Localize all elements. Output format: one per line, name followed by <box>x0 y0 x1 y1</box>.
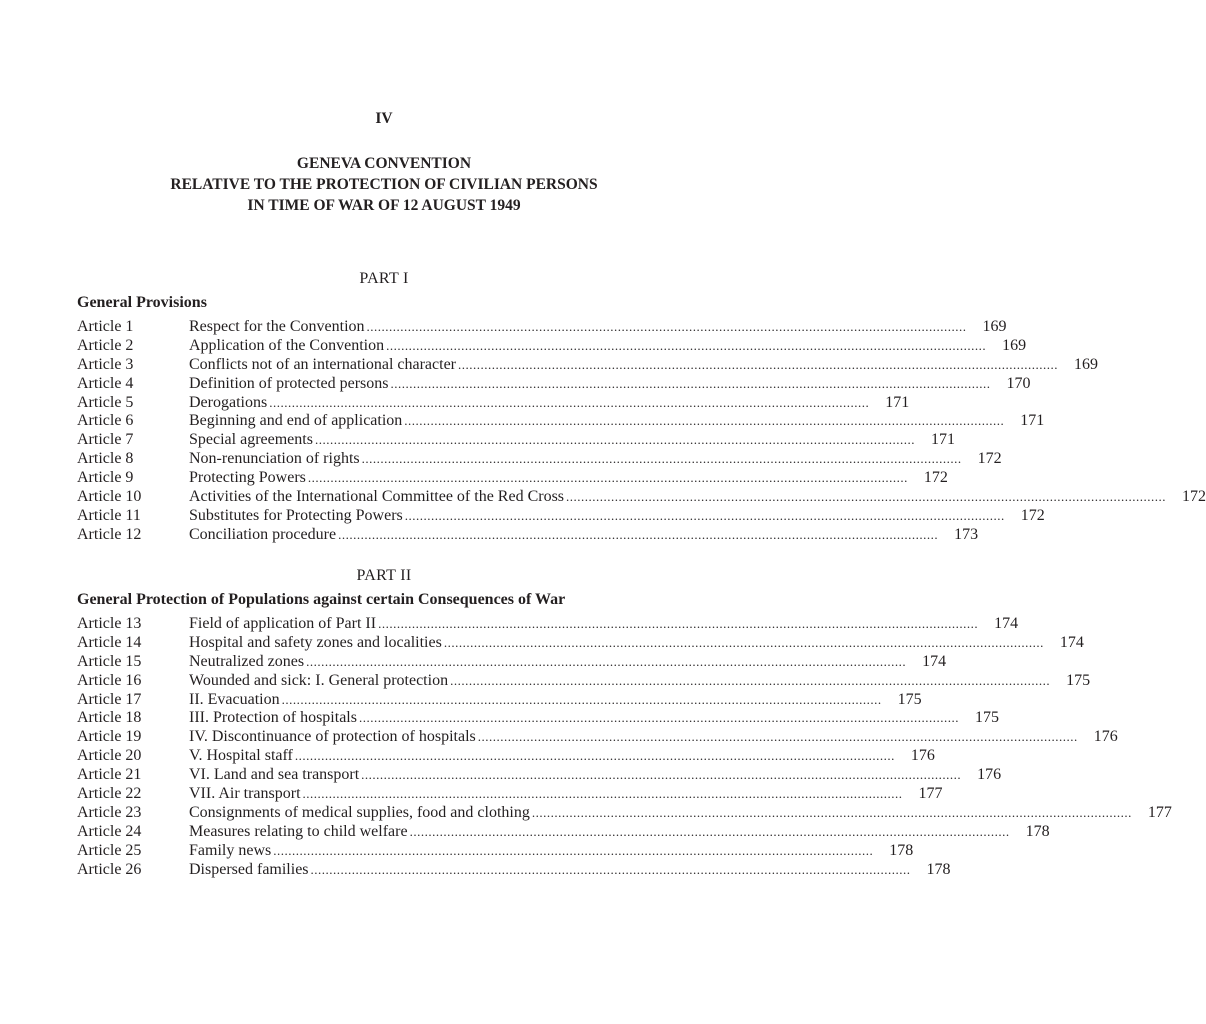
entry-title-line <box>189 394 871 413</box>
page-number: 177 <box>918 785 943 803</box>
article-title: Measures relating to child welfare <box>189 822 408 840</box>
page-number: 172 <box>1182 488 1206 506</box>
article-title: Non-renunciation of rights <box>189 450 360 468</box>
toc-entry <box>77 615 1019 634</box>
page-number: 176 <box>1093 728 1118 746</box>
toc-list <box>77 318 1206 545</box>
toc-entry <box>77 633 1084 653</box>
entry-title-line <box>189 526 940 545</box>
toc-entry <box>77 803 1172 823</box>
article-number: Article 23 <box>77 803 142 821</box>
entry-title-line <box>189 691 884 710</box>
entry-title-line <box>189 709 961 728</box>
article-number: Article 25 <box>77 841 142 859</box>
article-number: Article 6 <box>77 412 134 430</box>
page-number: 177 <box>1147 803 1172 821</box>
article-title: Family news <box>189 841 272 859</box>
article-title: Consignments of medical supplies, food and clothing <box>189 803 530 821</box>
title-line: GENEVA CONVENTION <box>296 155 472 172</box>
article-number: Article 12 <box>77 525 142 543</box>
article-number: Article 3 <box>77 355 134 373</box>
page-number: 169 <box>1002 336 1027 354</box>
dot-leader: ................................................................................................................................................................ <box>358 710 959 726</box>
article-title: Definition of protected persons <box>189 374 389 392</box>
page-number: 175 <box>897 690 922 708</box>
article-title: Substitutes for Protecting Powers <box>189 506 403 524</box>
dot-leader: ................................................................................................................................................................ <box>404 413 1005 429</box>
article-title: Field of application of Part II <box>189 615 377 632</box>
page-number: 178 <box>926 860 951 878</box>
dot-leader: ................................................................................................................................................................ <box>306 653 907 669</box>
toc-entry <box>77 506 1045 526</box>
toc-entry <box>77 785 943 804</box>
entry-title-line <box>189 469 910 488</box>
entry-title-line <box>189 375 993 394</box>
entry-title-line <box>189 766 963 785</box>
toc-entry <box>77 690 922 710</box>
entry-title-line <box>189 861 913 880</box>
toc-entry <box>77 355 1099 375</box>
article-number: Article 17 <box>77 690 142 708</box>
toc-entry <box>77 766 1002 785</box>
page-number: 172 <box>977 450 1002 468</box>
volume-numeral: IV <box>375 110 393 127</box>
article-number: Article 24 <box>77 822 142 840</box>
dot-leader: ................................................................................................................................................................ <box>390 375 991 391</box>
article-title: Conciliation procedure <box>189 525 337 543</box>
entry-title-line <box>189 672 1052 691</box>
page-number: 176 <box>977 766 1002 784</box>
article-number: Article 10 <box>77 488 142 506</box>
article-number: Article 22 <box>77 785 142 803</box>
page-number: 174 <box>922 652 947 670</box>
entry-title-line <box>189 412 1006 431</box>
article-number: Article 21 <box>77 766 142 784</box>
article-number: Article 18 <box>77 709 142 727</box>
dot-leader: ................................................................................................................................................................ <box>314 432 915 448</box>
toc-entry <box>77 747 935 766</box>
toc-entry <box>77 318 1007 337</box>
dot-leader: ................................................................................................................................................................ <box>477 729 1078 745</box>
dot-leader: ................................................................................................................................................................ <box>458 356 1059 372</box>
part-heading: PART I <box>359 270 409 287</box>
article-title: Derogations <box>189 393 268 411</box>
article-title: VII. Air transport <box>189 785 301 803</box>
toc-entry <box>77 412 1045 431</box>
article-title: Wounded and sick: I. General protection <box>189 671 449 689</box>
dot-leader: ................................................................................................................................................................ <box>281 691 882 707</box>
toc-entry <box>77 525 979 545</box>
entry-title-line <box>189 450 964 469</box>
article-title: Protecting Powers <box>189 469 306 487</box>
dot-leader: ................................................................................................................................................................ <box>338 526 939 542</box>
dot-leader: ................................................................................................................................................................ <box>366 319 967 334</box>
dot-leader: ................................................................................................................................................................ <box>310 861 911 877</box>
entry-title-line <box>189 823 1012 842</box>
title-line: IN TIME OF WAR OF 12 AUGUST 1949 <box>247 197 521 214</box>
section-heading: General Provisions <box>77 294 207 311</box>
dot-leader: ................................................................................................................................................................ <box>443 634 1044 650</box>
dot-leader: ................................................................................................................................................................ <box>294 748 895 764</box>
article-title: Dispersed families <box>189 860 309 878</box>
dot-leader: ................................................................................................................................................................ <box>269 394 870 410</box>
toc-entry <box>77 822 1050 842</box>
entry-title-line <box>189 431 917 450</box>
article-number: Article 2 <box>77 336 134 354</box>
toc-entry <box>77 336 1027 356</box>
article-number: Article 20 <box>77 747 142 765</box>
article-title: Respect for the Convention <box>189 318 365 335</box>
toc-entry <box>77 860 951 880</box>
entry-title-line <box>189 507 1007 526</box>
page-number: 170 <box>1006 374 1031 392</box>
article-title: V. Hospital staff <box>189 747 293 765</box>
dot-leader: ................................................................................................................................................................ <box>566 489 1167 505</box>
toc-entry <box>77 709 999 728</box>
article-title: Beginning and end of application <box>189 412 403 430</box>
article-title: Neutralized zones <box>189 652 305 670</box>
toc-list <box>77 615 1172 879</box>
page-number: 178 <box>1025 822 1050 840</box>
document-title <box>77 153 691 216</box>
page-number: 171 <box>930 431 955 449</box>
entry-title-line <box>189 785 905 804</box>
article-number: Article 19 <box>77 728 142 746</box>
entry-title-line <box>189 804 1134 823</box>
toc-entry <box>77 841 914 861</box>
article-title: Special agreements <box>189 431 313 449</box>
article-title: VI. Land and sea transport <box>189 766 360 784</box>
dot-leader: ................................................................................................................................................................ <box>361 767 962 783</box>
section-heading: General Protection of Populations against certain Consequences of War <box>77 591 566 608</box>
page-number: 171 <box>885 393 910 411</box>
page-number: 174 <box>994 615 1019 632</box>
dot-leader: ................................................................................................................................................................ <box>307 470 908 486</box>
toc-entry <box>77 450 1002 469</box>
article-title: II. Evacuation <box>189 690 280 708</box>
page-number: 172 <box>923 469 948 487</box>
article-title: Conflicts not of an international character <box>189 355 457 373</box>
page-number: 178 <box>889 841 914 859</box>
entry-title-line <box>189 356 1060 375</box>
article-number: Article 1 <box>77 318 134 335</box>
entry-title-line <box>189 318 969 337</box>
page-number: 172 <box>1020 506 1045 524</box>
article-title: III. Protection of hospitals <box>189 709 357 727</box>
article-title: IV. Discontinuance of protection of hospitals <box>189 728 476 746</box>
entry-title-line <box>189 653 908 672</box>
article-number: Article 14 <box>77 633 142 651</box>
article-number: Article 26 <box>77 860 142 878</box>
entry-title-line <box>189 488 1168 507</box>
entry-title-line <box>189 728 1080 747</box>
dot-leader: ................................................................................................................................................................ <box>404 507 1005 523</box>
article-title: Hospital and safety zones and localities <box>189 633 442 651</box>
page-number: 169 <box>1074 355 1099 373</box>
entry-title-line <box>189 337 988 356</box>
toc-entry <box>77 488 1206 507</box>
toc-entry <box>77 374 1031 394</box>
toc-entry <box>77 393 910 413</box>
toc-entry <box>77 671 1091 691</box>
page-number: 173 <box>954 525 979 543</box>
dot-leader: ................................................................................................................................................................ <box>302 786 903 802</box>
article-number: Article 9 <box>77 469 134 487</box>
page-number: 176 <box>910 747 935 765</box>
entry-title-line <box>189 634 1046 653</box>
article-number: Article 4 <box>77 374 134 392</box>
article-number: Article 7 <box>77 431 134 449</box>
entry-title-line <box>189 842 875 861</box>
page-number: 169 <box>982 318 1007 335</box>
title-line: RELATIVE TO THE PROTECTION OF CIVILIAN PERSONS <box>170 176 598 193</box>
dot-leader: ................................................................................................................................................................ <box>361 451 962 467</box>
article-number: Article 11 <box>77 506 141 524</box>
dot-leader: ................................................................................................................................................................ <box>273 842 874 858</box>
dot-leader: ................................................................................................................................................................ <box>531 804 1132 820</box>
toc-entry <box>77 728 1118 747</box>
article-number: Article 8 <box>77 450 134 468</box>
article-title: Application of the Convention <box>189 336 385 354</box>
entry-title-line <box>189 747 897 766</box>
article-number: Article 13 <box>77 615 142 632</box>
toc-entry <box>77 469 948 488</box>
article-title: Activities of the International Committee of the Red Cross <box>189 488 565 506</box>
page-number: 171 <box>1020 412 1045 430</box>
dot-leader: ................................................................................................................................................................ <box>378 616 979 631</box>
toc-entry <box>77 652 947 672</box>
dot-leader: ................................................................................................................................................................ <box>409 823 1010 839</box>
article-number: Article 5 <box>77 393 134 411</box>
dot-leader: ................................................................................................................................................................ <box>386 337 987 353</box>
toc-entry <box>77 431 955 450</box>
entry-title-line <box>189 615 980 634</box>
part-heading: PART II <box>356 567 412 584</box>
page-number: 174 <box>1059 633 1084 651</box>
article-number: Article 15 <box>77 652 142 670</box>
page-number: 175 <box>1066 671 1091 689</box>
dot-leader: ................................................................................................................................................................ <box>450 672 1051 688</box>
page-number: 175 <box>974 709 999 727</box>
article-number: Article 16 <box>77 671 142 689</box>
